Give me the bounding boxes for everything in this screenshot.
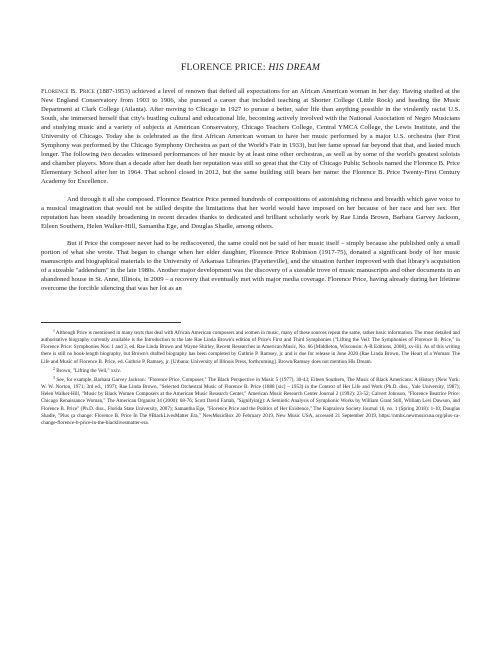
title-name: FLORENCE PRICE: [180, 62, 266, 73]
footnote-1-mark: 1 [53, 328, 55, 333]
paragraph-2-text: And through it all she composed. Florence Beatrice Price penned hundreds of compositions of astonishing richness and breadth which gave voice to a musical imagination that would not be stilled despite the limitations that her world would have imposed on her because of her race and her sex. Her reputation has been steadily broadening in recent decades thanks to dedicated and brilliant scholarly work by Rae Linda Brown, Barbara Garvey Jackson, Eileen Southern, Helen Walker-Hill, Samantha Ege, and Douglas Shadle, among others. [41, 195, 460, 230]
paragraph-3-text: But if Price the composer never had to be rediscovered, the same could not be said of her music itself – simply because she published only a small portion of what she wrote. That began to change when her elder daughter, Florence Price Robinson (1917-75), donated a significant body of her music manuscripts and biographical materials to the University of Arkansas Libraries (Fayetteville), and the situation further improved with that library's acquisition of a sizeable "addendum" in the late 1980s. Another major development was the discovery of a sizeable trove of music manuscripts and other documents in an abandoned house in St. Anne, Illinois, in 2009 – a recovery that eventually met with major media coverage. Florence Price, having already during her lifetime overcome the forcible silencing that was her lot as an [41, 239, 460, 292]
paragraph-1-text: (1887-1953) achieved a level of renown that defied all expectations for an African American woman in her day. Having studied at the New England Conservatory from 1903 to 1906, she pursued a career that included teaching at Shorter College (Little Rock) and heading the Music Department at Clark College (Atlanta). After moving to Chicago in 1927 to pursue a better, safer life than anything possible in the virulently racist U.S. South, she immersed herself that city's bustling cultural and educational life, becoming actively involved with the National Association of Negro Musicians and studying music and a variety of subjects at American Conservatory, Chicago Teachers College, Central YMCA College, the Lewis Institute, and the University of Chicago. Today she is celebrated as the first African American woman to have her music performed by a major U.S. orchestra (her First Symphony was performed by the Chicago Symphony Orchestra as part of the World's Fair in 1933), but her fame spread far beyond that that, and lasted much longer. The following two decades witnessed performances of her music by at least nine other orchestras, as well as by some of the world's greatest soloists and chamber players. More than a decade after her death her reputation was still so great that the City of Chicago Public Schools named the Florence B. Price Elementary School after her in 1964. That school closed in 2012, but the same building still bears her name: the Florence B. Price Twenty-First Century Academy for Excellence. [41, 88, 460, 186]
footnote-2-mark: 2 [53, 366, 55, 371]
footnotes [41, 328, 460, 427]
title-italic: HIS DREAM [268, 62, 321, 73]
page-title [41, 62, 460, 74]
paragraph-2 [41, 195, 460, 231]
footnote-1 [41, 328, 460, 366]
footnote-divider [41, 322, 181, 323]
footnote-3 [41, 375, 460, 427]
footnote-2 [41, 366, 460, 375]
footnote-1-text: Although Price is mentioned in many texts that deal with African American composers and women in music, many of these sources repeat the same, rather basic information. The most detailed and authoritative biography currently available is the Introduction to the late Rae Linda Brown's edition of Price's First and Third Symphonies ("Lifting the Veil: The Symphonies of Florence B. Price," in Florence Price: Symphonies Nos. 1 and 3, ed. Rae Linda Brown and Wayne Shirley, Recent Researches in American Music, No. 66 [Middleton, Wisconsin: A-R Editions, 2008], xv-lii). As of this writing there is still no book-length biography, but Brown's drafted biography has been completed by Guthrie P. Ramsey, jr. and is due for release in June 2020 (Rae Linda Brown, The Heart of a Woman: The Life and Music of Florence B. Price, ed. Guthrie P. Ramsey, jr. [Urbana: University of Illinois Press, forthcoming]. Brown/Ramsey does not mention His Dream. [41, 329, 460, 365]
footnote-2-text: Brown, "Lifting the Veil," xxiv. [56, 367, 121, 374]
footnote-3-text: See, for example, Barbara Garvey Jackson: "Florence Price, Composer," The Black Perspective in Music 5 (1977), 30-43; Eileen Southern, The Music of Black Americans: A History (New York: W. W. Norton, 1971; 3rd ed., 1997); Rae Linda Brown, "Selected Orchestral Music of Florence B. Price (1888 [sic] – 1953) in the Context of Her Life and Work (Ph.D. diss., Yale University, 1987); Helen Walker-Hill, "Music by Black Women Composers at the American Music Research Center," American Music Research Center Journal 2 (1992): 23-52; Calvert Johnson, "Florence Beatrice Price: Chicago Renaissance Woman," The American Organist 34 (2000): 68-76; Scott David Farrah, "Signifyin(g): A Semiotic Analysis of Symphonic Works by William Grant Still, William Levi Dawson, and Florence B. Price" (Ph.D. diss., Florida State University, 2007); Samantha Ege, "Florence Price and the Politics of Her Existence," The Kapralova Society Journal 16, no. 1 (Spring 2018): 1-10; Douglas Shadle, "Plus ça change: Florence B. Price In The #BlackLivesMatter Era," NewMusicBox 20 February 2019, New Music USA, accessed 21 September 2019, https://nmbx.newmusicusa.org/plus-ca-change-florence-b-price-in-the-blacklivesmatter-era. [41, 376, 460, 426]
paragraph-3 [41, 239, 460, 293]
paragraph-1 [41, 87, 460, 187]
footnote-3-mark: 3 [53, 375, 55, 380]
lead-name: Florence B. Price [41, 88, 95, 95]
